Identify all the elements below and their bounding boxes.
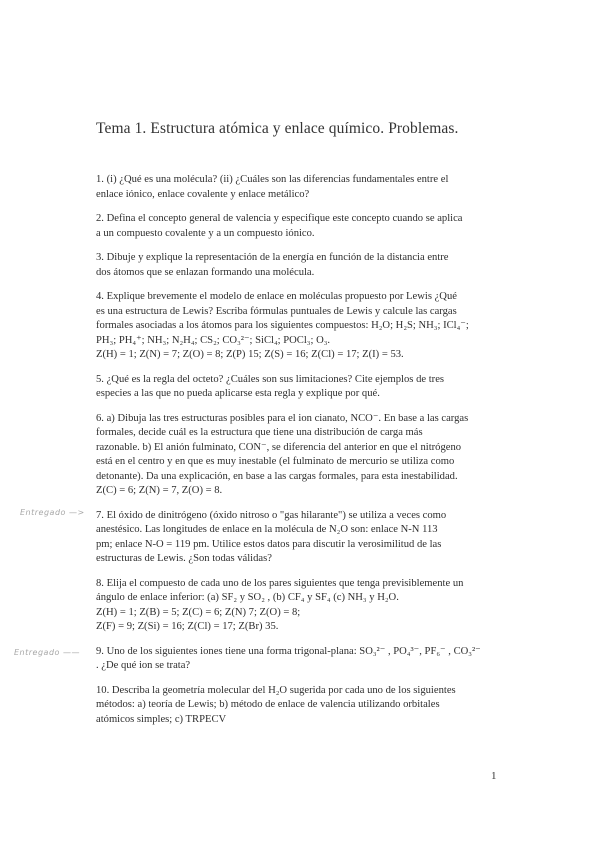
problem-line: ángulo de enlace inferior: (a) SF₂ y SO₂ , (b) CF₄ y SF₄ (c) NH₃ y H₂O. xyxy=(96,592,399,603)
problem-4 xyxy=(96,290,498,363)
problem-line: especies a las que no pueda aplicarse esta regla y explique por qué. xyxy=(96,388,380,399)
problem-list xyxy=(96,173,498,737)
problem-line: métodos: a) teoría de Lewis; b) método de enlace de valencia utilizando orbitales xyxy=(96,699,440,710)
problem-line: 1. (i) ¿Qué es una molécula? (ii) ¿Cuáles son las diferencias fundamentales entre el xyxy=(96,174,449,185)
problem-line: . ¿De qué ion se trata? xyxy=(96,660,191,671)
problem-3 xyxy=(96,251,498,280)
problem-6 xyxy=(96,412,498,499)
problem-line: 10. Describa la geometría molecular del H₂O sugerida por cada uno de los siguientes xyxy=(96,684,456,696)
problem-1 xyxy=(96,173,498,202)
problem-line: dos átomos que se enlazan formando una molécula. xyxy=(96,266,315,278)
problem-line: 5. ¿Qué es la regla del octeto? ¿Cuáles son sus limitaciones? Cite ejemplos de tres xyxy=(96,373,445,385)
problem-line: pm; enlace N-O = 119 pm. Utilice estos datos para discutir la verosimilitud de las xyxy=(96,538,442,550)
problem-line: Z(C) = 6; Z(N) = 7, Z(O) = 8. xyxy=(96,485,223,496)
problem-line: es una estructura de Lewis? Escriba fórmulas puntuales de Lewis y calcule las cargas xyxy=(96,305,457,317)
problem-line: 8. Elija el compuesto de cada uno de los pares siguientes que tenga previsiblemente un xyxy=(96,577,464,589)
problem-line: razonable. b) El anión fulminato, CON⁻, se diferencia del anterior en que el nitrógeno xyxy=(96,441,462,453)
handwritten-note-problem-7: Entregado —> xyxy=(20,508,85,517)
problem-line: formales, decide cuál es la estructura que tiene una distribución de carga más xyxy=(96,427,423,438)
page-number: 1 xyxy=(491,770,497,782)
problem-line: 9. Uno de los siguientes iones tiene una forma trigonal-plana: SO₃²⁻ , PO₄³⁻, PF₆⁻ , CO₃²⁻ xyxy=(96,645,481,657)
problem-line: 7. El óxido de dinitrógeno (óxido nitroso o "gas hilarante") se utiliza a veces como xyxy=(96,509,447,521)
problem-10 xyxy=(96,684,498,728)
problem-line: 3. Dibuje y explique la representación de la energía en función de la distancia entre xyxy=(96,252,449,263)
problem-9 xyxy=(96,645,498,674)
problem-line: PH₃; PH₄⁺; NH₃; N₂H₄; CS₂; CO₃²⁻; SiCl₄; POCl₃; O₃. xyxy=(96,334,331,346)
problem-line: estructuras de Lewis. ¿Son todas válidas? xyxy=(96,553,272,564)
problem-8 xyxy=(96,577,498,635)
problem-line: 2. Defina el concepto general de valencia y especifique este concepto cuando se aplica xyxy=(96,213,463,224)
page-title: Tema 1. Estructura atómica y enlace químico. Problemas. xyxy=(96,120,459,137)
problem-line: 4. Explique brevemente el modelo de enlace en moléculas propuesto por Lewis ¿Qué xyxy=(96,291,457,302)
problem-line: anestésico. Las longitudes de enlace en la molécula de N₂O son: enlace N-N 113 xyxy=(96,524,438,535)
problem-line: Z(H) = 1; Z(B) = 5; Z(C) = 6; Z(N) 7; Z(O) = 8; xyxy=(96,606,301,618)
problem-2 xyxy=(96,212,498,241)
handwritten-note-problem-9: Entregado —— xyxy=(14,648,80,657)
problem-line: a un compuesto covalente y a un compuesto iónico. xyxy=(96,227,315,239)
problem-line: 6. a) Dibuja las tres estructuras posibles para el ion cianato, NCO⁻. En base a las cargas xyxy=(96,412,469,424)
problem-line: Z(H) = 1; Z(N) = 7; Z(O) = 8; Z(P) 15; Z(S) = 16; Z(Cl) = 17; Z(I) = 53. xyxy=(96,349,404,360)
problem-line: detonante). Da una explicación, en base a las cargas formales, para esta inestabilidad. xyxy=(96,470,458,482)
problem-line: formales asociadas a los átomos para los siguientes compuestos: H₂O; H₂S; NH₃; ICl₄⁻; xyxy=(96,320,469,331)
problem-line: Z(F) = 9; Z(Si) = 16; Z(Cl) = 17; Z(Br) 35. xyxy=(96,621,279,632)
problem-line: está en el centro y en que es muy inestable (el fulminato de mercurio se utiliza como xyxy=(96,456,455,467)
problem-7 xyxy=(96,509,498,567)
problem-5 xyxy=(96,373,498,402)
problem-line: atómicos simples; c) TRPECV xyxy=(96,713,227,725)
problem-line: enlace iónico, enlace covalente y enlace metálico? xyxy=(96,188,310,200)
